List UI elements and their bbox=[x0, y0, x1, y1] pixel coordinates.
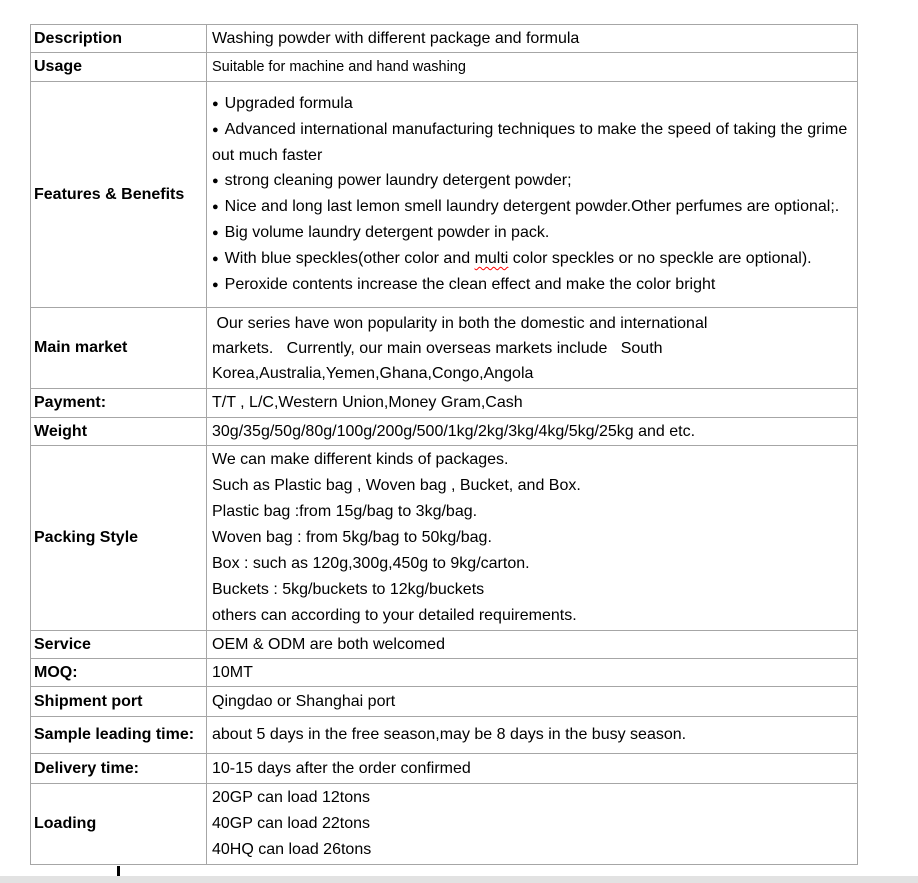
feature-text: Advanced international manufacturing techniques to make the speed of taking the grime out much faster bbox=[212, 121, 848, 164]
value-line: Korea,Australia,Yemen,Ghana,Congo,Angola bbox=[212, 364, 534, 382]
label-text: Usage bbox=[34, 58, 83, 75]
row-label-main-market[interactable] bbox=[31, 308, 207, 389]
bullet-icon: ● bbox=[212, 253, 219, 265]
value-line: 40GP can load 22tons bbox=[212, 815, 371, 832]
table-row bbox=[31, 25, 858, 53]
feature-text-pre: With blue speckles(other color and bbox=[224, 250, 475, 267]
value-text: Qingdao or Shanghai port bbox=[212, 692, 396, 710]
value-line: markets. Currently, our main overseas markets include South bbox=[212, 339, 663, 357]
row-label-payment[interactable] bbox=[31, 389, 207, 418]
value-line: We can make different kinds of packages. bbox=[212, 451, 509, 468]
table-row bbox=[31, 82, 858, 308]
feature-text: strong cleaning power laundry detergent powder; bbox=[224, 172, 572, 189]
label-text: Payment: bbox=[34, 394, 107, 411]
row-value-features[interactable] bbox=[207, 82, 858, 308]
row-label-loading[interactable] bbox=[31, 784, 207, 865]
label-text: Description bbox=[34, 29, 123, 47]
table-row bbox=[31, 754, 858, 784]
table-row bbox=[31, 418, 858, 446]
row-value-sample-leading-time[interactable] bbox=[207, 717, 858, 754]
row-label-usage[interactable] bbox=[31, 53, 207, 82]
label-text: Delivery time: bbox=[34, 759, 139, 777]
feature-text: Nice and long last lemon smell laundry detergent powder.Other perfumes are optional;. bbox=[224, 198, 840, 215]
feature-text: Peroxide contents increase the clean effect and make the color bright bbox=[224, 276, 716, 293]
value-text: T/T , L/C,Western Union,Money Gram,Cash bbox=[212, 394, 523, 411]
value-line: Woven bag : from 5kg/bag to 50kg/bag. bbox=[212, 529, 492, 546]
label-text: Sample leading time: bbox=[34, 726, 195, 743]
bullet-icon: ● bbox=[212, 124, 219, 136]
bullet-icon: ● bbox=[212, 98, 219, 110]
row-label-features[interactable] bbox=[31, 82, 207, 308]
value-line: Such as Plastic bag , Woven bag , Bucket, and Box. bbox=[212, 477, 581, 494]
feature-item bbox=[212, 194, 854, 220]
bullet-icon: ● bbox=[212, 175, 219, 187]
table-row bbox=[31, 446, 858, 631]
value-text: about 5 days in the free season,may be 8 days in the busy season. bbox=[212, 726, 687, 743]
table-row bbox=[31, 784, 858, 865]
row-value-main-market[interactable] bbox=[207, 308, 858, 389]
bullet-icon: ● bbox=[212, 201, 219, 213]
table-row bbox=[31, 659, 858, 687]
misspelled-word: multi bbox=[474, 250, 509, 267]
value-text: OEM & ODM are both welcomed bbox=[212, 635, 445, 653]
label-text: Features & Benefits bbox=[34, 185, 185, 203]
row-value-description[interactable] bbox=[207, 25, 858, 53]
row-label-moq[interactable] bbox=[31, 659, 207, 687]
row-label-service[interactable] bbox=[31, 631, 207, 659]
feature-item bbox=[212, 117, 854, 168]
value-text: 30g/35g/50g/80g/100g/200g/500/1kg/2kg/3kg/4kg/5kg/25kg and etc. bbox=[212, 422, 696, 440]
label-text: Packing Style bbox=[34, 529, 139, 546]
bottom-bar bbox=[0, 876, 918, 883]
label-text: Shipment port bbox=[34, 692, 143, 710]
label-text: Main market bbox=[34, 339, 128, 356]
row-value-loading[interactable] bbox=[207, 784, 858, 865]
value-line: Box : such as 120g,300g,450g to 9kg/carton. bbox=[212, 555, 530, 572]
row-value-payment[interactable] bbox=[207, 389, 858, 418]
label-text: Loading bbox=[34, 815, 97, 832]
row-label-packing-style[interactable] bbox=[31, 446, 207, 631]
feature-item bbox=[212, 168, 854, 194]
feature-item bbox=[212, 91, 854, 117]
feature-item bbox=[212, 272, 854, 298]
row-value-packing-style[interactable] bbox=[207, 446, 858, 631]
row-label-shipment-port[interactable] bbox=[31, 687, 207, 717]
value-line: 40HQ can load 26tons bbox=[212, 841, 372, 858]
row-value-service[interactable] bbox=[207, 631, 858, 659]
row-value-moq[interactable] bbox=[207, 659, 858, 687]
bullet-icon: ● bbox=[212, 227, 219, 239]
value-line: 20GP can load 12tons bbox=[212, 789, 371, 806]
feature-text: Upgraded formula bbox=[224, 95, 353, 112]
product-spec-table bbox=[30, 24, 858, 865]
value-line: Our series have won popularity in both the domestic and international bbox=[212, 314, 708, 332]
feature-item bbox=[212, 220, 854, 246]
table-row bbox=[31, 53, 858, 82]
value-line: others can according to your detailed requirements. bbox=[212, 607, 577, 624]
table-row bbox=[31, 687, 858, 717]
value-text: 10MT bbox=[212, 663, 253, 681]
value-line: Plastic bag :from 15g/bag to 3kg/bag. bbox=[212, 503, 478, 520]
table-row bbox=[31, 308, 858, 389]
row-label-sample-leading-time[interactable] bbox=[31, 717, 207, 754]
label-text: Weight bbox=[34, 422, 88, 440]
value-text: Washing powder with different package and formula bbox=[212, 29, 580, 47]
row-label-delivery-time[interactable] bbox=[31, 754, 207, 784]
row-value-delivery-time[interactable] bbox=[207, 754, 858, 784]
row-value-shipment-port[interactable] bbox=[207, 687, 858, 717]
row-label-description[interactable] bbox=[31, 25, 207, 53]
feature-text-post: color speckles or no speckle are optional). bbox=[508, 250, 812, 267]
value-line: Buckets : 5kg/buckets to 12kg/buckets bbox=[212, 581, 485, 598]
label-text: MOQ: bbox=[34, 663, 78, 681]
value-text: 10-15 days after the order confirmed bbox=[212, 759, 471, 777]
feature-item bbox=[212, 246, 854, 272]
row-value-usage[interactable] bbox=[207, 53, 858, 82]
row-label-weight[interactable] bbox=[31, 418, 207, 446]
feature-text: Big volume laundry detergent powder in pack. bbox=[224, 224, 550, 241]
row-value-weight[interactable] bbox=[207, 418, 858, 446]
table-row bbox=[31, 631, 858, 659]
table-row bbox=[31, 389, 858, 418]
table-row bbox=[31, 717, 858, 754]
label-text: Service bbox=[34, 635, 91, 653]
bullet-icon: ● bbox=[212, 279, 219, 291]
value-text: Suitable for machine and hand washing bbox=[212, 59, 466, 75]
